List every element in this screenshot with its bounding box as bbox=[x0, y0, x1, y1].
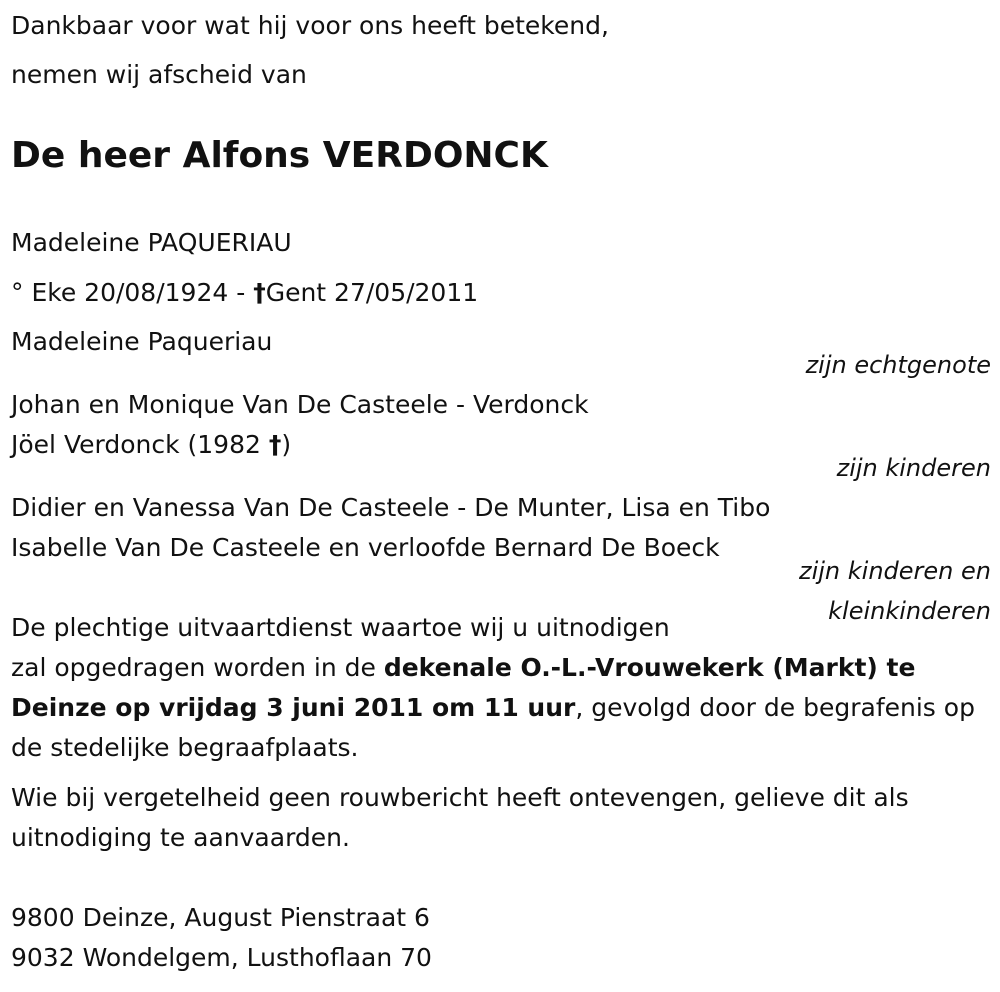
address-1: 9800 Deinze, August Pienstraat 6 bbox=[11, 903, 430, 932]
grandchildren-line-2: Isabelle Van De Casteele en verloofde Bernard De Boeck bbox=[11, 533, 720, 562]
service-text: , gevolgd door de begrafenis op bbox=[575, 693, 975, 722]
date-separator: - bbox=[236, 278, 246, 307]
intro-line-2: nemen wij afscheid van bbox=[11, 60, 307, 89]
deceased-name: De heer Alfons VERDONCK bbox=[11, 135, 548, 176]
children-role: zijn kinderen bbox=[836, 454, 991, 482]
church-location: dekenale O.-L.-Vrouwekerk (Markt) te bbox=[383, 653, 916, 682]
death-cross-icon: † bbox=[253, 278, 266, 307]
intro-line-1: Dankbaar voor wat hij voor ons heeft betekend, bbox=[11, 11, 609, 40]
children-line-2 bbox=[11, 430, 291, 460]
spouse-role: zijn echtgenote bbox=[805, 351, 991, 379]
service-text: zal opgedragen worden in de bbox=[11, 653, 384, 682]
grandchildren-role-1: zijn kinderen en bbox=[799, 557, 991, 585]
service-line-3 bbox=[11, 693, 975, 723]
service-datetime: Deinze op vrijdag 3 juni 2011 om 11 uur bbox=[11, 693, 576, 722]
child-name: Jöel Verdonck (1982 bbox=[11, 430, 269, 459]
spouse-heading: Madeleine PAQUERIAU bbox=[11, 228, 292, 257]
spouse-name: Madeleine Paqueriau bbox=[11, 327, 273, 356]
grandchildren-line-1: Didier en Vanessa Van De Casteele - De Munter, Lisa en Tibo bbox=[11, 493, 771, 522]
service-line-4: de stedelijke begraafplaats. bbox=[11, 733, 359, 762]
death-date: Gent 27/05/2011 bbox=[265, 278, 479, 307]
birth-date: Eke 20/08/1924 bbox=[31, 278, 229, 307]
grandchildren-role-2: kleinkinderen bbox=[828, 597, 991, 625]
children-line-1: Johan en Monique Van De Casteele - Verdonck bbox=[11, 390, 589, 419]
address-2: 9032 Wondelgem, Lusthoflaan 70 bbox=[11, 943, 432, 972]
child-name-end: ) bbox=[281, 430, 292, 459]
notice-line-1: Wie bij vergetelheid geen rouwbericht heeft ontevengen, gelieve dit als bbox=[11, 783, 909, 812]
life-dates bbox=[11, 278, 478, 308]
service-line-1: De plechtige uitvaartdienst waartoe wij u uitnodigen bbox=[11, 613, 670, 642]
service-line-2 bbox=[11, 653, 915, 683]
birth-symbol: ° bbox=[11, 278, 24, 307]
notice-line-2: uitnodiging te aanvaarden. bbox=[11, 823, 350, 852]
death-cross-icon: † bbox=[268, 430, 282, 459]
